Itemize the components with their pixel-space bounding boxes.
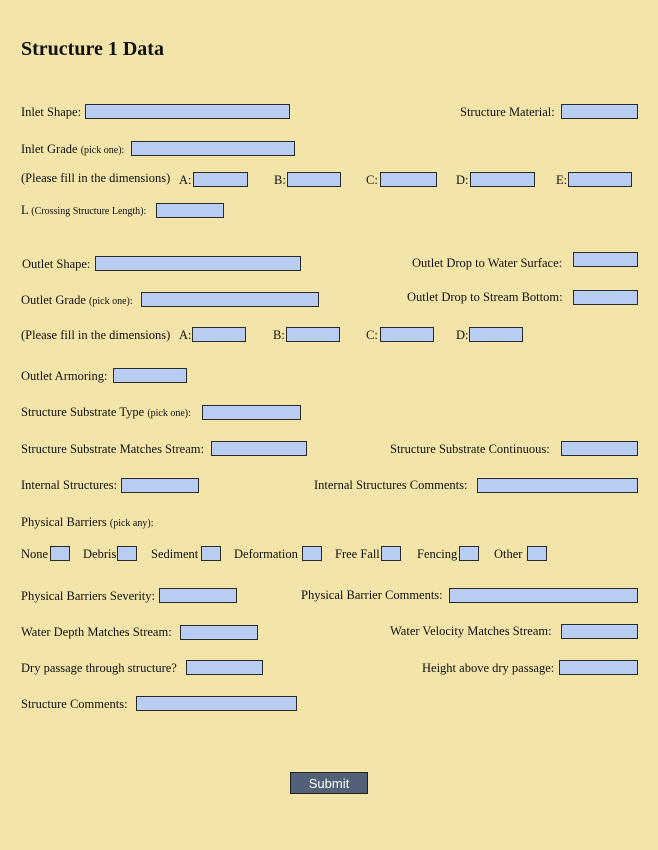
pick-one-note: (pick one):: [89, 296, 133, 307]
water-velocity-input[interactable]: [561, 624, 638, 639]
page-title: Structure 1 Data: [21, 38, 164, 60]
outlet-grade-input[interactable]: [141, 292, 319, 307]
outlet-dimensions-label: (Please fill in the dimensions): [21, 328, 171, 342]
barrier-fencing-label: Fencing: [417, 547, 458, 561]
inlet-shape-label: Inlet Shape:: [21, 105, 82, 119]
internal-comments-label: Internal Structures Comments:: [314, 478, 468, 492]
barrier-debris-checkbox[interactable]: [117, 546, 137, 561]
barrier-debris-label: Debris: [83, 547, 117, 561]
inlet-dim-a-label: A:: [179, 173, 192, 187]
barrier-none-checkbox[interactable]: [50, 546, 70, 561]
outlet-dim-b-input[interactable]: [286, 327, 340, 342]
barrier-free-fall-label: Free Fall: [335, 547, 380, 561]
outlet-dim-b-label: B:: [273, 328, 285, 342]
structure-material-label: Structure Material:: [460, 105, 555, 119]
pick-one-note: (pick one):: [147, 408, 191, 419]
barrier-deformation-checkbox[interactable]: [302, 546, 322, 561]
inlet-dim-d-input[interactable]: [470, 172, 535, 187]
structure-comments-input[interactable]: [136, 696, 297, 711]
outlet-drop-water-label: Outlet Drop to Water Surface:: [412, 256, 563, 270]
substrate-type-label: Structure Substrate Type (pick one):: [21, 405, 191, 419]
barriers-severity-input[interactable]: [159, 588, 237, 603]
barrier-free-fall-checkbox[interactable]: [381, 546, 401, 561]
inlet-dim-b-label: B:: [274, 173, 286, 187]
outlet-dim-c-label: C:: [366, 328, 378, 342]
water-depth-input[interactable]: [180, 625, 258, 640]
dry-passage-label: Dry passage through structure?: [21, 661, 177, 675]
outlet-dim-a-input[interactable]: [192, 327, 246, 342]
substrate-continuous-input[interactable]: [561, 441, 638, 456]
barrier-fencing-checkbox[interactable]: [459, 546, 479, 561]
pick-one-note: (pick one):: [80, 145, 125, 156]
substrate-type-input[interactable]: [202, 405, 301, 420]
inlet-dim-c-label: C:: [366, 173, 378, 187]
outlet-grade-label: Outlet Grade (pick one):: [21, 293, 133, 307]
inlet-grade-label: Inlet Grade (pick one):: [21, 142, 125, 156]
outlet-dim-c-input[interactable]: [380, 327, 434, 342]
substrate-matches-input[interactable]: [211, 441, 307, 456]
barrier-comments-input[interactable]: [449, 588, 638, 603]
inlet-dim-d-label: D:: [456, 173, 469, 187]
pick-any-note: (pick any):: [109, 518, 154, 529]
inlet-dim-e-input[interactable]: [568, 172, 632, 187]
barrier-other-checkbox[interactable]: [527, 546, 547, 561]
water-velocity-label: Water Velocity Matches Stream:: [390, 624, 552, 638]
inlet-shape-input[interactable]: [85, 104, 290, 119]
inlet-dim-a-input[interactable]: [193, 172, 248, 187]
outlet-drop-bottom-label: Outlet Drop to Stream Bottom:: [407, 290, 563, 304]
outlet-dim-a-label: A:: [179, 328, 192, 342]
barrier-sediment-checkbox[interactable]: [201, 546, 221, 561]
barriers-severity-label: Physical Barriers Severity:: [21, 589, 155, 603]
inlet-grade-input[interactable]: [131, 141, 295, 156]
substrate-continuous-label: Structure Substrate Continuous:: [390, 442, 550, 456]
barrier-deformation-label: Deformation: [234, 547, 298, 561]
outlet-drop-bottom-input[interactable]: [573, 290, 638, 305]
water-depth-label: Water Depth Matches Stream:: [21, 625, 172, 639]
physical-barriers-label: Physical Barriers (pick any):: [21, 515, 154, 529]
internal-structures-label: Internal Structures:: [21, 478, 118, 492]
crossing-length-label: L (Crossing Structure Length):: [21, 203, 147, 217]
crossing-length-note: (Crossing Structure Length):: [31, 206, 147, 217]
height-dry-input[interactable]: [559, 660, 638, 675]
barrier-comments-label: Physical Barrier Comments:: [301, 588, 443, 602]
crossing-length-input[interactable]: [156, 203, 224, 218]
outlet-dim-d-input[interactable]: [469, 327, 523, 342]
barrier-sediment-label: Sediment: [151, 547, 199, 561]
dry-passage-input[interactable]: [186, 660, 263, 675]
internal-comments-input[interactable]: [477, 478, 638, 493]
outlet-shape-label: Outlet Shape:: [22, 257, 91, 271]
outlet-shape-input[interactable]: [95, 256, 301, 271]
inlet-dim-c-input[interactable]: [380, 172, 437, 187]
structure-material-input[interactable]: [561, 104, 638, 119]
inlet-dimensions-label: (Please fill in the dimensions): [21, 171, 171, 185]
outlet-dim-d-label: D:: [456, 328, 469, 342]
structure-comments-label: Structure Comments:: [21, 697, 128, 711]
substrate-matches-label: Structure Substrate Matches Stream:: [21, 442, 204, 456]
outlet-armoring-input[interactable]: [113, 368, 187, 383]
inlet-dim-b-input[interactable]: [287, 172, 341, 187]
internal-structures-input[interactable]: [121, 478, 199, 493]
inlet-dim-e-label: E:: [556, 173, 568, 187]
barrier-other-label: Other: [494, 547, 523, 561]
height-dry-label: Height above dry passage:: [422, 661, 555, 675]
submit-button[interactable]: Submit: [290, 772, 368, 794]
barrier-none-label: None: [21, 547, 49, 561]
outlet-drop-water-input[interactable]: [573, 252, 638, 267]
outlet-armoring-label: Outlet Armoring:: [21, 369, 108, 383]
